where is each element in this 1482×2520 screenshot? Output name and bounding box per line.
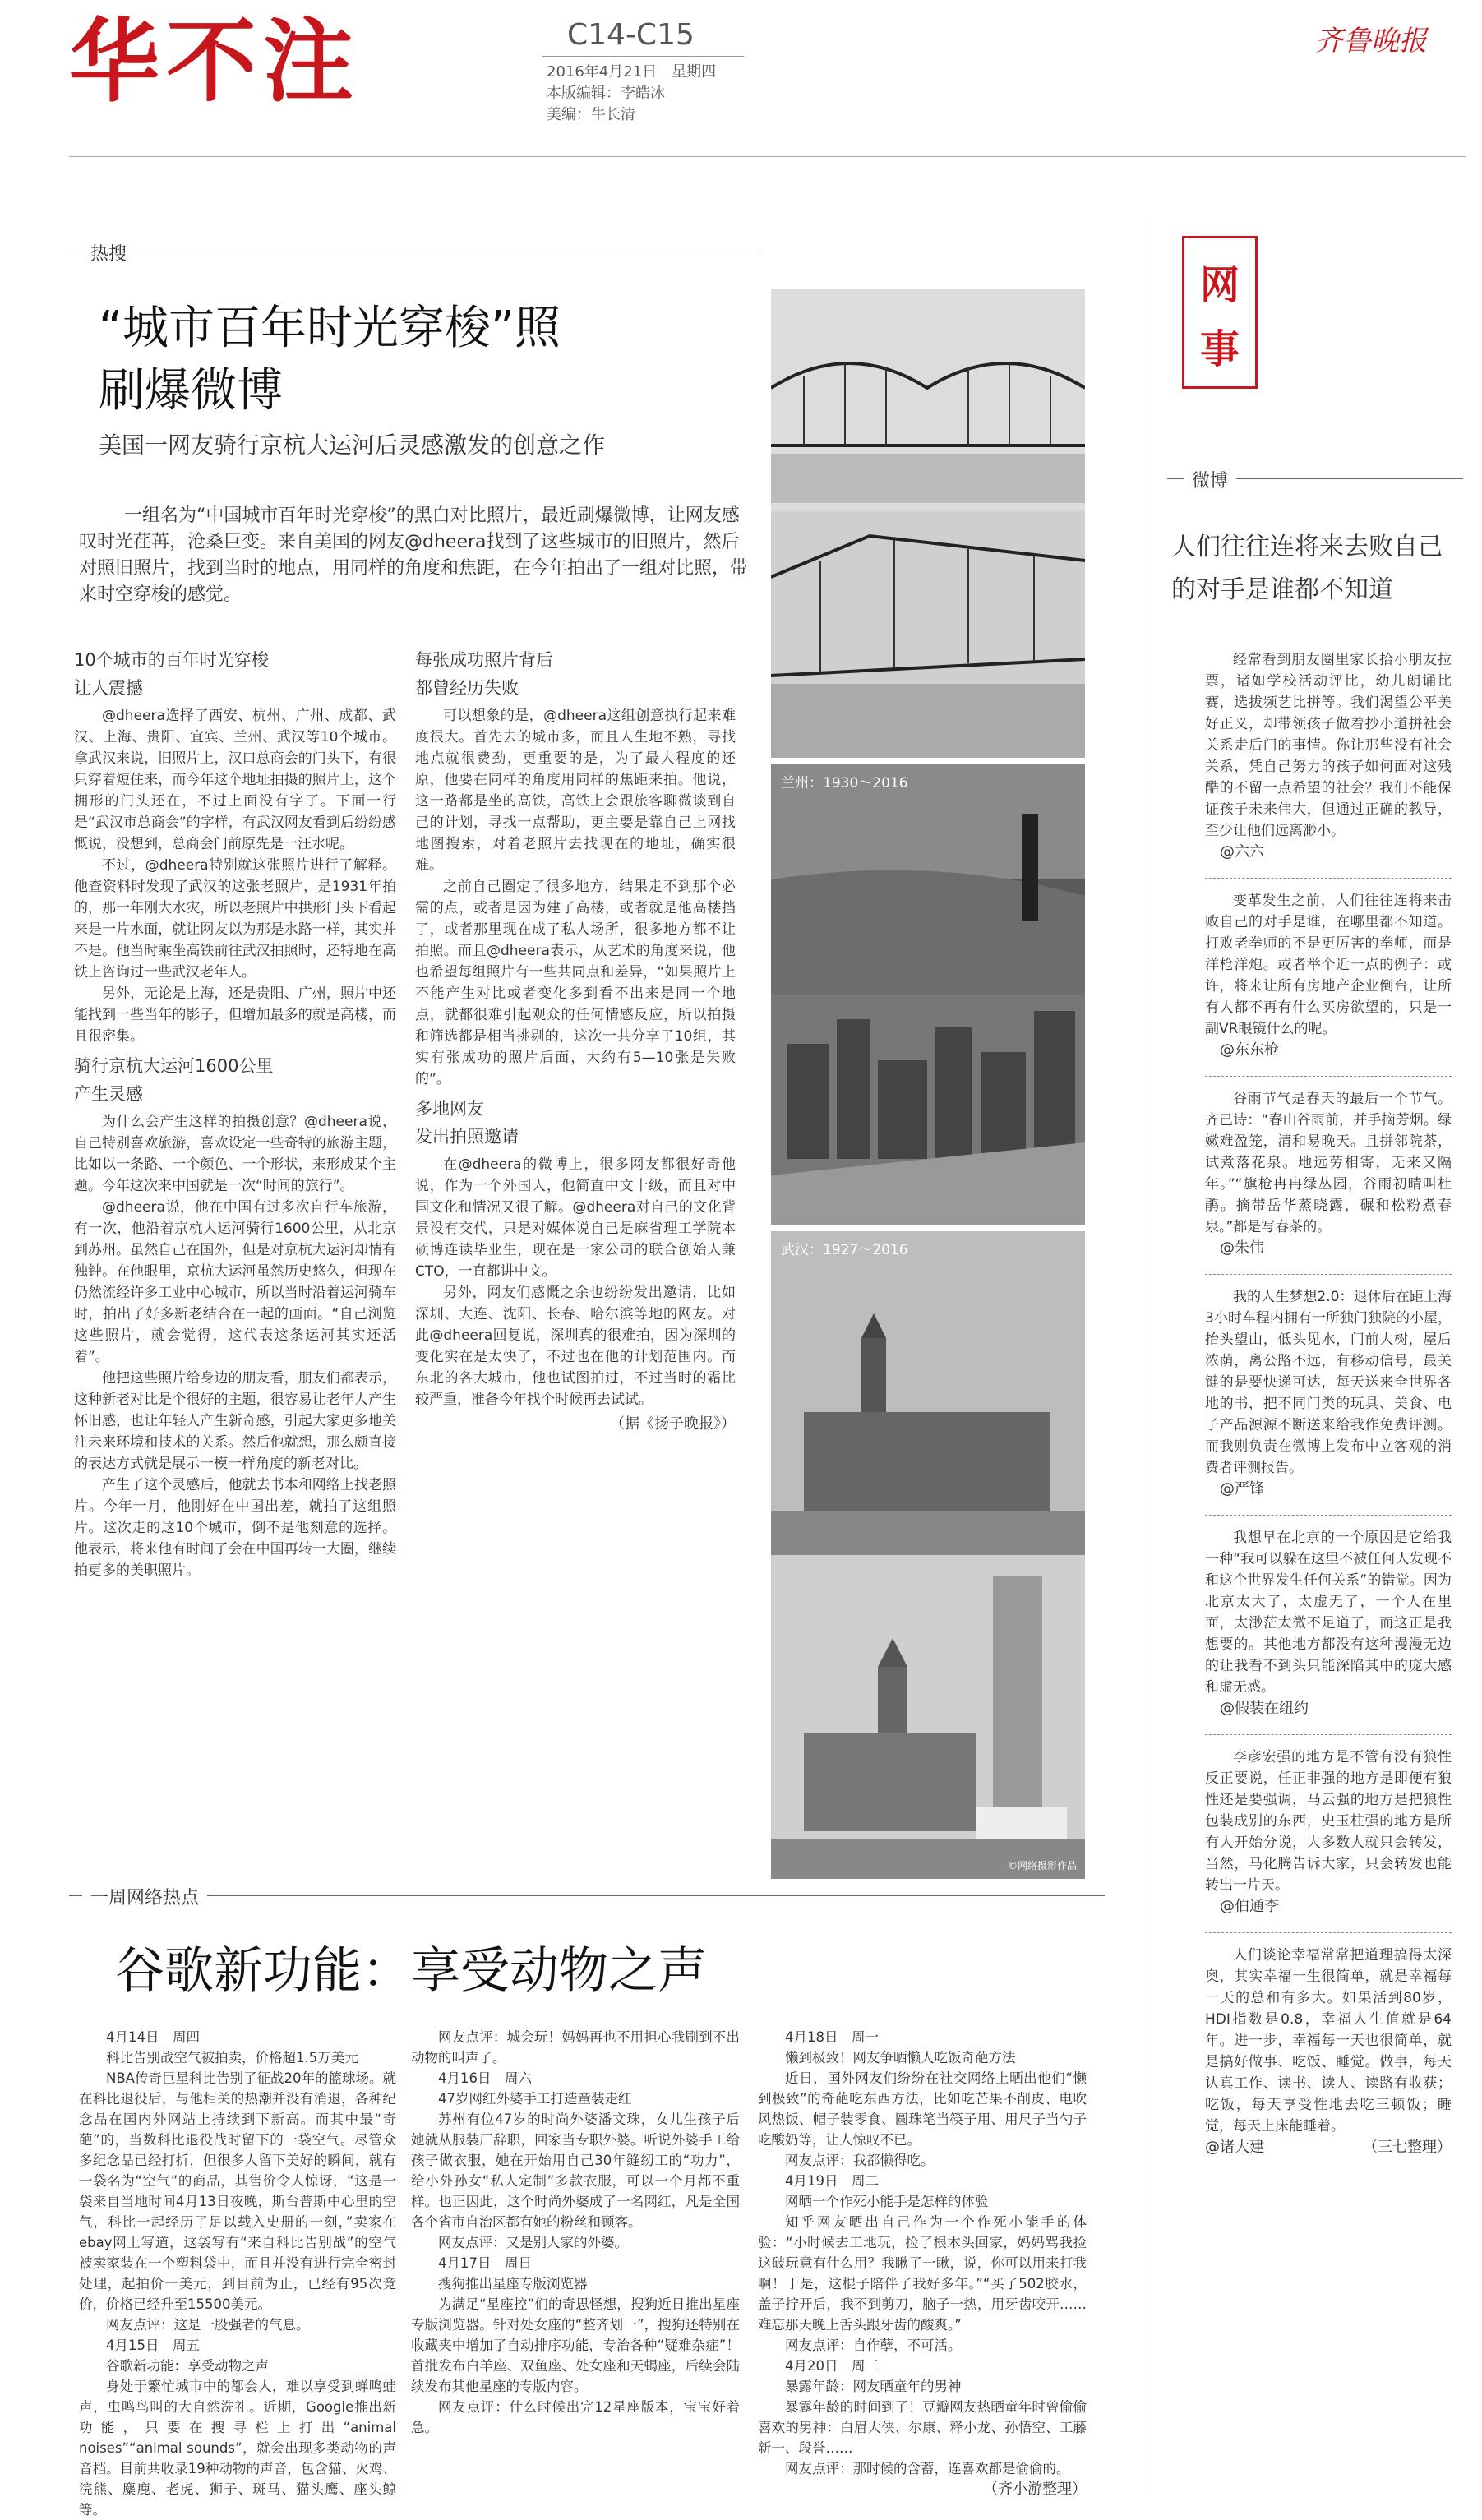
paragraph: 为什么会产生这样的拍摄创意？@dheera说，自己特别喜欢旅游，喜欢设定一些奇特的旅游主题，比如以一条路、一个颜色、一个形状，来形成某个主题。今年这次来中国就是一次“时间的旅行”。 <box>74 1114 396 1194</box>
section-divider <box>69 1895 1105 1896</box>
weibo-author: @诸大建 <box>1205 2139 1264 2156</box>
weibo-author: @六六 <box>1220 843 1264 861</box>
weibo-post: 李彦宏强的地方是不管有没有狼性反正要说，任正非强的地方是即便有狼性还是要强调，马云强的地方是把狼性包装成别的东西，史玉柱强的地方是所有人开始分说，大多数人就只会转发，当然，马化腾告诉大家，只会转发也能转出一片天。 <box>1205 1749 1452 1894</box>
article1-credit: （据《扬子晚报》） <box>610 1415 736 1433</box>
paragraph: 他把这些照片给身边的朋友看，朋友们都表示，这种新老对比是个很好的主题，很容易让老年人产生怀旧感，也让年轻人产生新奇感，引起大家更多地关注未来环境和技术的关系。然后他就想，那么颇直接的表达方式就是展示一模一样角度的新老对比。 <box>74 1370 396 1472</box>
event-title: 搜狗推出星座专版浏览器 <box>438 2276 588 2292</box>
event-title: 谷歌新功能：享受动物之声 <box>106 2358 269 2374</box>
subhead-4: 多地网友 发出拍照邀请 <box>415 1099 519 1147</box>
weibo-post: 经常看到朋友圈里家长拾小朋友拉票，诸如学校活动评比，幼儿朗诵比赛，选拔频艺比拼等。我们渴望公平美好正义，却带领孩子做着抄小道拼社会关系走后门的事情。你让那些没有社会关系，凭自己努力的孩子如何面对这残酷的不留一点希望的社会？我们不能保证孩子未来伟大，但通过正确的教导，至少让他们远离渺小。 <box>1205 652 1452 839</box>
article2-credit: （齐小游整理） <box>983 2481 1087 2498</box>
post-divider <box>1205 878 1452 879</box>
weibo-author: @朱伟 <box>1220 1239 1264 1257</box>
customs-house-illustration <box>771 1231 1085 1879</box>
paragraph: 不过，@dheera特别就这张照片进行了解释。他查资料时发现了武汉的这张老照片，是1931年拍的，那一年刚大水灾，所以老照片中拱形门头下看起来是一片水面，就让网友以为那是水路一样，其实并不是。他当时乘坐高铁前往武汉拍照时，还特地在高铁上咨询过一些武汉老年人。 <box>74 857 396 981</box>
article1-column-2 <box>415 641 736 1435</box>
weibo-feed <box>1205 649 1452 2158</box>
weibo-post: 谷雨节气是春天的最后一个节气。齐己诗：“春山谷雨前，并手摘芳烟。绿嫩难盈笼，清和易晚天。且拼邻院茶，试煮落花泉。地远劳相寄，无来又隔年。”“旗枪冉冉绿丛园，谷雨初晴叫杜鹃。摘带岳华蒸晓露，碾和松粉煮春泉。”都是写春茶的。 <box>1205 1091 1452 1235</box>
post-divider <box>1205 1515 1452 1516</box>
weibo-author: @严锋 <box>1220 1480 1264 1498</box>
page-designer: 美编：牛长清 <box>547 106 635 123</box>
sidebar-credit: （三七整理） <box>1363 2139 1452 2156</box>
weibo-post: 人们谈论幸福常常把道理搞得太深奥，其实幸福一生很简单，就是幸福每一天的总和有多大。如果活到80岁，HDI指数是0.8，幸福人生值就是64年。进一步，幸福每一天也很简单，就是搞好做事、吃饭、睡觉。做事，每天认真工作、读书、读人、读路有收获；吃饭，每天享受性地去吃三顿饭；睡觉，每天上床能睡着。 <box>1205 1947 1452 2135</box>
post-divider <box>1205 1734 1452 1735</box>
article1-column-1 <box>74 641 396 1581</box>
paragraph: 可以想象的是，@dheera这组创意执行起来难度很大。首先去的城市多，而且人生地不熟，寻找地点就很费劲，更重要的是，为了最大程度的还原，他要在同样的角度用同样的焦距来拍。他说，这一路都是坐的高铁，高铁上会跟旅客聊微谈到自己的计划，寻找一点帮助，更主要是靠自己上网找地图搜索，对着老照片去找现在的地址，确实很难。 <box>415 708 736 874</box>
masthead-logo: 华不注 <box>69 9 360 114</box>
photo-watermark: ©网络摄影作品 <box>1007 1860 1077 1872</box>
paragraph: 另外，无论是上海，还是贵阳、广州，照片中还能找到一些当年的影子，但增加最多的就是高楼，而且很密集。 <box>74 985 396 1045</box>
post-divider <box>1205 1076 1452 1077</box>
paragraph: @dheera选择了西安、杭州、广州、成都、武汉、上海、贵阳、宜宾、兰州、武汉等10个城市。拿武汉来说，旧照片上，汉口总商会的门头下，有很只穿着短住来，而今年这个地址拍摄的照片上，这个拥形的门头还在，不过上面没有字了。下面一行是“武汉市总商会”的字样，有武汉网友看到后纷纷感慨说，没想到，总商会门前原先是一汪水呢。 <box>74 708 396 852</box>
issue-date: 2016年4月21日 星期四 <box>547 63 717 81</box>
section-label-hot: 热搜 <box>82 240 135 265</box>
event-title: 网晒一个作死小能手是怎样的体验 <box>785 2194 989 2209</box>
article2-headline: 谷歌新功能：享受动物之声 <box>115 1942 707 2000</box>
article1-subheadline: 美国一网友骑行京杭大运河后灵感激发的创意之作 <box>99 432 606 459</box>
event-title: 暴露年龄：网友晒童年的男神 <box>785 2379 962 2394</box>
masthead-rule <box>69 156 1466 157</box>
newspaper-name: 齐鲁晚报 <box>1315 25 1427 58</box>
subhead-2: 骑行京杭大运河1600公里 产生灵感 <box>74 1056 274 1104</box>
paragraph: @dheera说，他在中国有过多次自行车旅游，有一次，他沿着京杭大运河骑行1600公里，从北京到苏州。虽然自己在国外，但是对京杭大运河却情有独钟。在他眼里，京杭大运河虽然历史悠久，但现在仍然流经许多工业中心城市，所以当时沿着运河骑车时，拍出了好多新老结合在一起的画面。“自己浏览这些照片，就会觉得，这代表这条运河其实还活着”。 <box>74 1199 396 1365</box>
paragraph: 另外，网友们感慨之余也纷纷发出邀请，比如深圳、大连、沈阳、长春、哈尔滨等地的网友。对此@dheera回复说，深圳真的很难拍，因为深圳的变化实在是太快了，不过也在他的计划范围内。而东北的各大城市，他也试图拍过，不过当时的霜比较严重，准备今年找个时候再去试试。 <box>415 1285 736 1408</box>
page-editor: 本版编辑：李皓冰 <box>547 85 665 102</box>
sidebar-title: 人们往往连将来去败自己 的对手是谁都不知道 <box>1171 533 1443 604</box>
city-illustration <box>771 764 1085 1225</box>
weibo-post: 我的人生梦想2.0：退休后在距上海3小时车程内拥有一所独门独院的小屋，抬头望山，低头见水，门前大树，屋后浓荫，离公路不远，有移动信号，最关键的是要快递可达，每天送来全世界各地的书，把不同门类的玩具、美食、电子产品源源不断送来给我作免费评测。而我则负责在微博上发布中立客观的消费者评测报告。 <box>1205 1289 1452 1476</box>
article1-lead: 一组名为“中国城市百年时光穿梭”的黑白对比照片，最近刷爆微博，让网友感叹时光荏苒，沧桑巨变。来自美国的网友@dheera找到了这些城市的旧照片，然后对照旧照片，找到当时的地点，用同样的角度和焦距，在今年拍出了一组对比照，带来时空穿梭的感觉。 <box>79 505 749 605</box>
masthead-divider <box>542 56 744 57</box>
post-divider <box>1205 1932 1452 1933</box>
event-title: 懒到极致！网友争晒懒人吃饭奇葩方法 <box>785 2050 1016 2065</box>
section-label-weekly: 一周网络热点 <box>82 1884 207 1909</box>
weibo-author: @假装在纽约 <box>1220 1700 1309 1717</box>
article2-column-3: 4月18日 周一 懒到极致！网友争晒懒人吃饭奇葩方法 近日，国外网友们纷纷在社交网络上晒出他们“懒到极致”的奇葩吃东西方法，比如吃芒果不削皮、电吹风热饭、帽子装零食、圆珠笔当筷子用、用尺子当勺子吃酸奶等，让人惊叹不已。 网友点评：我都懒得吃。 4月19日 周二 网晒一个作死小能手是怎样的体验 知乎网友晒出自己作为一个作死小能手的体验：“小时候去工地玩，捡了根木头回家，妈妈骂我捡这破玩意有什么用？我瞅了一瞅，说，你可以用来打我啊！于是，这棍子陪伴了我好多年。”“买了502胶水，盖子拧开后，我不到剪刀，脑子一热，用牙齿咬开……难忘那天晚上舌头跟牙齿的酸爽。” 网友点评：自作孽，不可活。 4月20日 周三 暴露年龄：网友晒童年的男神 暴露年龄的时间到了！豆瓣网友热晒童年时曾偷偷喜欢的男神：白眉大侠、尔康、释小龙、孙悟空、工藤新一、段誉…… 网友点评：那时候的含蓄，连喜欢都是偷偷的。 （齐小游整理） <box>758 2029 1087 2498</box>
photo-lanzhou-1910 <box>771 289 1085 758</box>
page-range: C14-C15 <box>567 18 695 52</box>
masthead-meta <box>547 62 716 126</box>
subhead-3: 每张成功照片背后 都曾经历失败 <box>415 650 553 698</box>
photo-caption: 兰州：1930～2016 <box>781 775 908 792</box>
weibo-author: @东东枪 <box>1220 1041 1279 1059</box>
article2-column-2: 网友点评：城会玩！妈妈再也不用担心我刷到不出动物的叫声了。 4月16日 周六 47岁网红外婆手工打造童装走红 苏州有位47岁的时尚外婆潘文珠，女儿生孩子后她就从服装厂辞职，回家当专职外婆。听说外婆手工给孩子做衣服，她在开始用自己30年缝纫工的“功力”，给小外孙女“私人定制”多款衣服，可以一个月都不重样。也正因此，这个时尚外婆成了一名网红，凡是全国各个省市自治区都有她的粉丝和顾客。 网友点评：又是别人家的外婆。 4月17日 周日 搜狗推出星座专版浏览器 为满足“星座控”们的奇思怪想，搜狗近日推出星座专版浏览器。针对处女座的“整齐划一”，搜狗还特别在收藏夹中增加了自动排序功能，专治各种“疑难杂症”！首批发布白羊座、双鱼座、处女座和天蝎座，后续会陆续发布其他星座的专版内容。 网友点评：什么时候出完12星座版本，宝宝好着急。 <box>411 2029 740 2435</box>
weibo-post: 我想早在北京的一个原因是它给我一种“我可以躲在这里不被任何人发现不和这个世界发生任何关系”的错觉。因为北京太大了，太虚无了，一个人在里面，太渺茫太微不足道了，而这正是我想要的。其他地方都没有这种漫漫无边的让我看不到头只能深陷其中的庞大感和虚无感。 <box>1205 1530 1452 1696</box>
bridge-illustration <box>771 289 1085 758</box>
photo-caption: 武汉：1927～2016 <box>781 1242 908 1258</box>
section-stamp: 网 事 <box>1182 236 1258 389</box>
post-divider <box>1205 1274 1452 1275</box>
subhead-1: 10个城市的百年时光穿梭 让人震撼 <box>74 650 269 698</box>
event-title: 科比告别战空气被拍卖，价格超1.5万美元 <box>106 2050 358 2065</box>
section-label-weibo: 微博 <box>1184 467 1236 492</box>
paragraph: 在@dheera的微博上，很多网友都很好奇他说，作为一个外国人，他简直中文十级，而且对中国文化和情况又很了解。@dheera对自己的文化背景没有交代，只是对媒体说自己是麻省理工学院本硕博连读毕业生，现在是一家公司的联合创始人兼CTO，一直都讲中文。 <box>415 1156 736 1280</box>
weibo-author: @伯通李 <box>1220 1898 1279 1915</box>
event-title: 47岁网红外婆手工打造童装走红 <box>438 2091 632 2107</box>
article2-column-1: 4月14日 周四 科比告别战空气被拍卖，价格超1.5万美元 NBA传奇巨星科比告别了征战20年的篮球场。就在科比退役后，与他相关的热潮并没有消退，各种纪念品在国内外网站上持续到下新高。而其中最“奇葩”的，当数科比退役战时留下的一袋空气。尽管众多纪念品已经打折，但很多人留下美好的瞬间，就有一袋名为“空气”的商品，其售价令人惊讶，“这是一袋来自当地时间4月13日夜晚，斯台普斯中心里的空气，科比一起经历了足以载入史册的一刻，”卖家在ebay网上写道，这袋写有“来自科比告别战”的空气被卖家装在一个塑料袋中，而且并没有进行完全密封处理，起拍价一美元，到目前为止，已经有95次竞价，价格已经升至15500美元。 网友点评：这是一股强者的气息。 4月15日 周五 谷歌新功能：享受动物之声 身处于繁忙城市中的都会人，难以享受到蝉鸣蛙声，虫鸣鸟叫的大自然洗礼。近期，Google推出新功能，只要在搜寻栏上打出“animal noises”“animal sounds”，就会出现多类动物的声音档。目前共收录19种动物的声音，包含猫、火鸡、浣熊、麋鹿、老虎、狮子、斑马、猫头鹰、座头鲸等。 <box>79 2029 396 2518</box>
paragraph: 之前自己圈定了很多地方，结果走不到那个必需的点，或者是因为建了高楼，或者就是他高楼挡了，或者那里现在成了私人场所，很多地方都不让拍照。而且@dheera表示，从艺术的角度来说，他也希望每组照片有一些共同点和差异，“如果照片上不能产生对比或者变化多到看不出来是同一个地点，就都很难引起观众的任何情感反应，所以拍摄和筛选都是相当挑剔的，这次一共分享了10组，其实有张成功的照片后面，大约有5—10张是失败的”。 <box>415 879 736 1087</box>
weibo-footer <box>1205 2137 1452 2158</box>
article1-headline: “城市百年时光穿梭”照 刷爆微博 <box>99 302 561 418</box>
paragraph: 产生了这个灵感后，他就去书本和网络上找老照片。今年一月，他刚好在中国出差，就拍了这组照片。这次走的这10个城市，倒不是他刻意的选择。他表示，将来他有时间了会在中国再转一大圈，继续拍更多的美职照片。 <box>74 1477 396 1579</box>
weibo-post: 变革发生之前，人们往往连将来击败自己的对手是谁，在哪里都不知道。打败老拳师的不是更厉害的拳师，而是洋枪洋炮。或者举个近一点的例子：或许，将来让所有房地产企业倒台，让所有人都不再有什么买房欲望的，只是一副VR眼镜什么的呢。 <box>1205 893 1452 1037</box>
photo-lanzhou-1930 <box>771 764 1085 1225</box>
photo-wuhan-1927 <box>771 1231 1085 1879</box>
